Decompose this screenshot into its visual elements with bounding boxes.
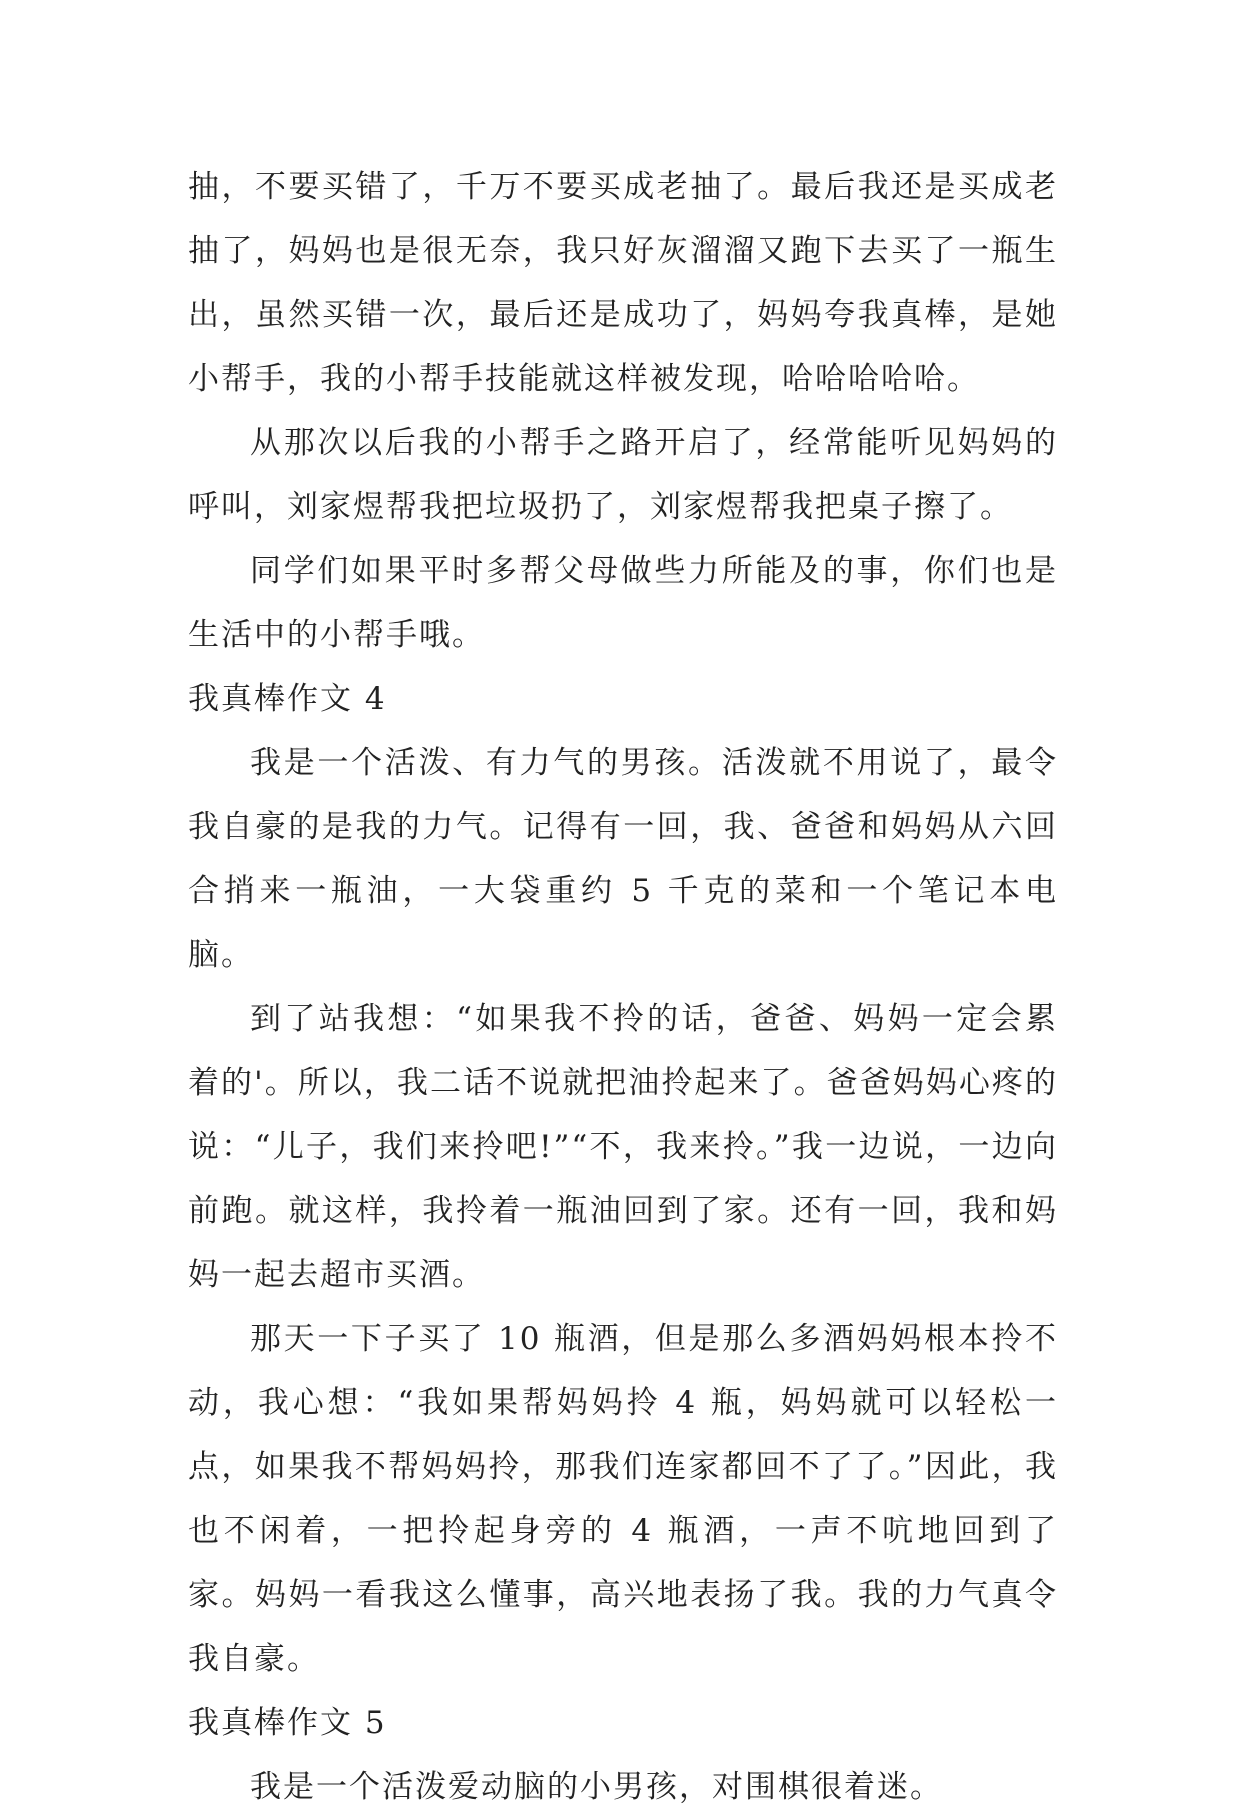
paragraph: 我是一个活泼爱动脑的小男孩，对围棋很着迷。 <box>250 1769 943 1805</box>
paragraph: 从那次以后我的小帮手之路开启了，经常能听见妈妈的呼叫，刘家煜帮我把垃圾扔了，刘家煜帮我把桌子擦了。 <box>188 425 1058 525</box>
document-page <box>188 155 1058 1819</box>
paragraph: 我是一个活泼、有力气的男孩。活泼就不用说了，最令我自豪的是我的力气。记得有一回，我、爸爸和妈妈从六回合捎来一瓶油，一大袋重约 5 千克的菜和一个笔记本电脑。 <box>188 745 1058 973</box>
paragraph: 同学们如果平时多帮父母做些力所能及的事，你们也是生活中的小帮手哦。 <box>188 553 1058 653</box>
paragraph: 那天一下子买了 10 瓶酒，但是那么多酒妈妈根本拎不动，我心想：“我如果帮妈妈拎 4 瓶，妈妈就可以轻松一点，如果我不帮妈妈拎，那我们连家都回不了了。”因此，我也不闲着，一把拎起身旁的 4 瓶酒，一声不吭地回到了家。妈妈一看我这么懂事，高兴地表扬了我。我的力气真令我自豪。 <box>188 1321 1058 1677</box>
section-heading: 我真棒作文 5 <box>188 1705 387 1741</box>
section-heading: 我真棒作文 4 <box>188 681 387 717</box>
paragraph: 到了站我想：“如果我不拎的话，爸爸、妈妈一定会累着的'。所以，我二话不说就把油拎起来了。爸爸妈妈心疼的说：“儿子，我们来拎吧!”“不，我来拎。”我一边说，一边向前跑。就这样，我拎着一瓶油回到了家。还有一回，我和妈妈一起去超市买酒。 <box>188 1001 1058 1293</box>
paragraph: 抽，不要买错了，千万不要买成老抽了。最后我还是买成老抽了，妈妈也是很无奈，我只好灰溜溜又跑下去买了一瓶生出，虽然买错一次，最后还是成功了，妈妈夸我真棒，是她小帮手，我的小帮手技能就这样被发现，哈哈哈哈哈。 <box>188 169 1058 397</box>
